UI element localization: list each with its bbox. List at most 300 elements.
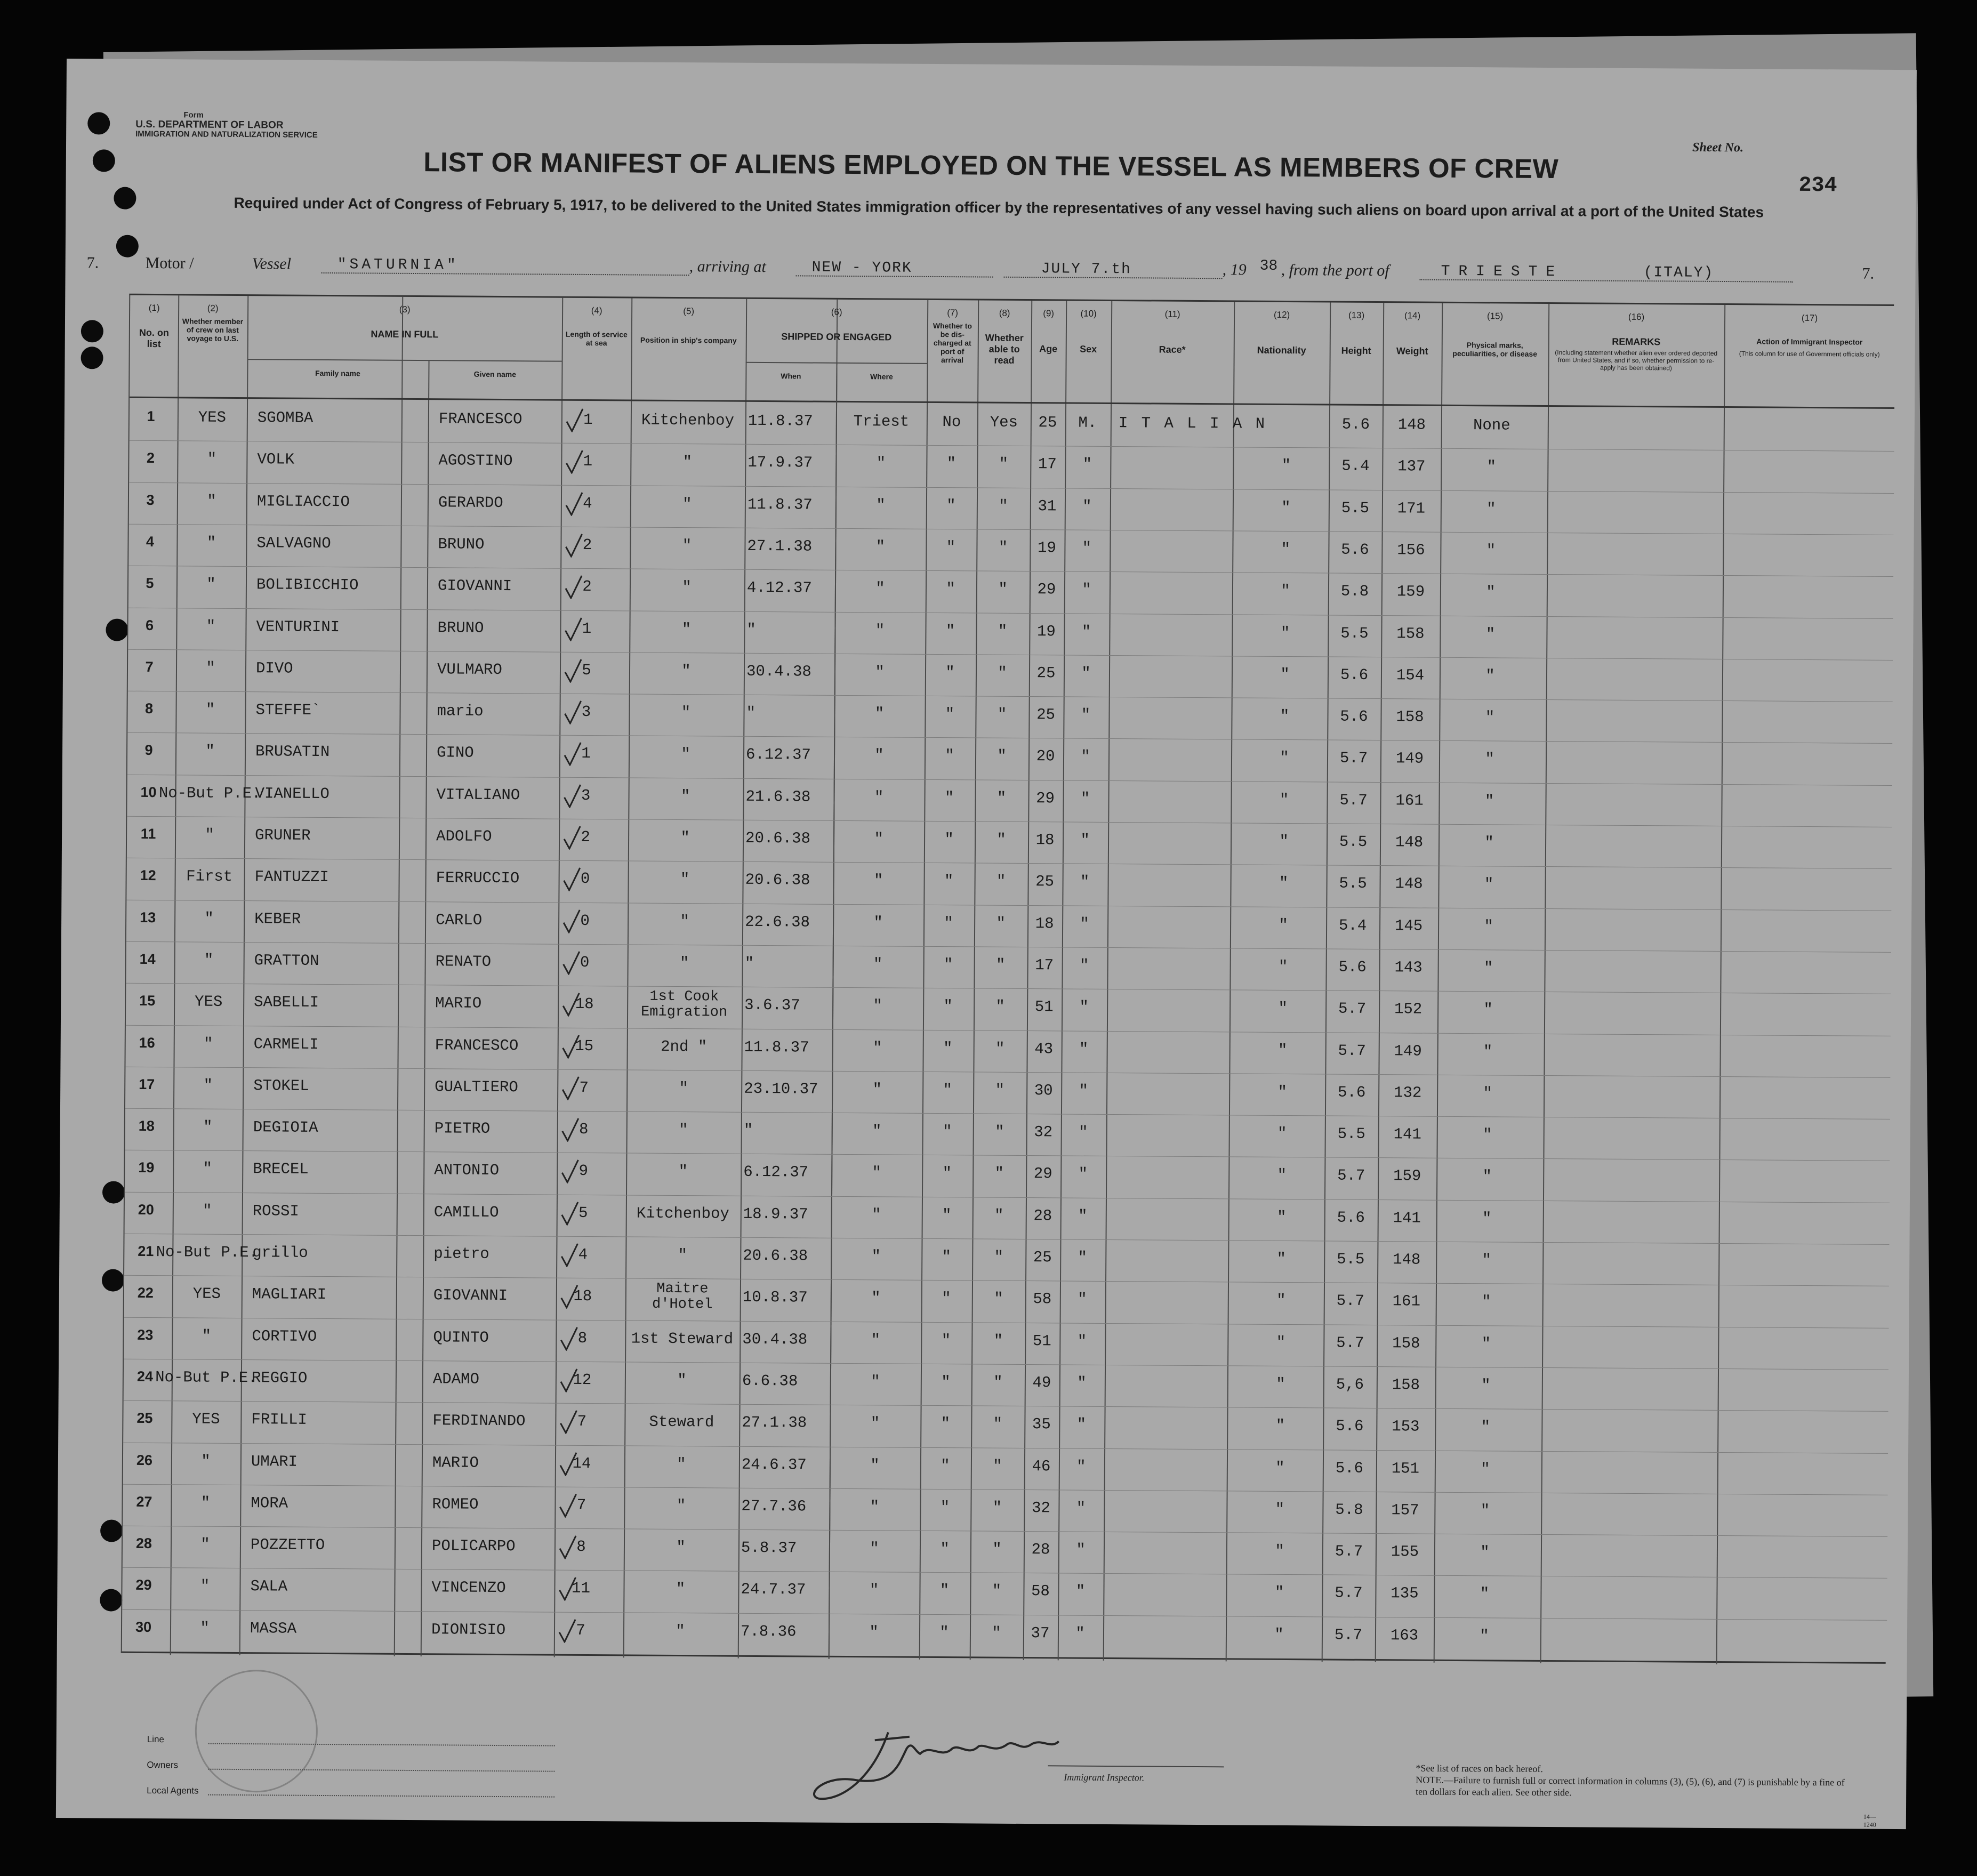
cell-no: 7	[145, 658, 154, 675]
cell-marks: "	[1481, 1418, 1491, 1436]
cell-weight: 159	[1393, 1167, 1421, 1185]
cell-discharged: "	[942, 1164, 952, 1182]
cell-nationality: "	[1278, 1000, 1288, 1018]
cell-discharged: "	[946, 496, 956, 514]
cell-weight: 152	[1394, 1000, 1423, 1018]
inspector-label: Immigrant Inspector.	[1064, 1772, 1145, 1783]
cell-family: UMARI	[251, 1452, 298, 1471]
manifest-sheet	[56, 59, 1917, 1829]
cell-service: 14	[572, 1454, 591, 1472]
cell-age: 18	[1035, 831, 1055, 849]
cell-where: "	[874, 830, 883, 848]
column-header-position: Position in ship's company	[640, 335, 737, 345]
cell-weight: 161	[1395, 791, 1424, 810]
cell-given: PIETRO	[434, 1120, 491, 1138]
cell-no: 19	[138, 1160, 155, 1176]
cell-weight: 148	[1395, 833, 1424, 851]
cell-age: 58	[1031, 1582, 1050, 1600]
cell-where: "	[875, 663, 885, 681]
cell-prev: YES	[198, 408, 227, 426]
document-subtitle: Required under Act of Congress of February 5, 1917, to be delivered to the United States immigration officer by the representatives of any vessel having such aliens on board upon arrival at a port of the United States	[234, 194, 1764, 221]
cell-height: 5.8	[1335, 1501, 1363, 1519]
cell-position: "	[681, 662, 691, 680]
cell-family: SALA	[250, 1577, 288, 1596]
cell-where: "	[870, 1540, 879, 1558]
cell-sex: "	[1078, 1207, 1088, 1225]
cell-where: "	[871, 1205, 881, 1224]
cell-height: 5.6	[1340, 707, 1368, 726]
cell-nationality: "	[1275, 1459, 1285, 1477]
cell-age: 58	[1033, 1290, 1052, 1308]
cell-nationality: "	[1280, 624, 1290, 642]
cell-weight: 157	[1391, 1501, 1419, 1519]
cell-read: "	[993, 1415, 1003, 1433]
cell-position: "	[678, 1163, 688, 1181]
cell-age: 28	[1031, 1541, 1050, 1559]
cell-marks: "	[1484, 792, 1494, 810]
cell-position: Steward	[649, 1413, 714, 1431]
cell-read: "	[992, 1499, 1002, 1517]
cell-nationality: "	[1274, 1584, 1284, 1602]
cell-family: GRATTON	[254, 952, 319, 970]
cell-age: 32	[1034, 1123, 1053, 1141]
column-number-height: (13)	[1348, 310, 1365, 320]
cell-position: "	[678, 1121, 688, 1139]
cell-when: "	[746, 704, 756, 722]
cell-age: 30	[1034, 1081, 1053, 1100]
cell-sex: "	[1078, 1165, 1088, 1183]
cell-height: 5.4	[1338, 916, 1367, 935]
cell-sex: "	[1076, 1415, 1087, 1434]
form-identifier: Form U.S. DEPARTMENT OF LABOR IMMIGRATION AND NATURALIZATION SERVICE	[135, 110, 318, 140]
document-title: LIST OR MANIFEST OF ALIENS EMPLOYED ON THE VESSEL AS MEMBERS OF CREW	[423, 147, 1559, 184]
cell-service: 2	[581, 828, 590, 847]
cell-height: 5.5	[1337, 1125, 1365, 1144]
column-number-weight: (14)	[1404, 310, 1421, 321]
column-number-length-of-service: (4)	[591, 305, 602, 316]
cell-position: 2nd "	[661, 1037, 708, 1056]
cell-height: 5.7	[1339, 750, 1368, 768]
cell-position: "	[676, 1622, 685, 1640]
cell-given: POLICARPO	[431, 1537, 516, 1556]
cell-sex: "	[1079, 1040, 1089, 1058]
sheet-number: 234	[1798, 173, 1837, 198]
cell-given: QUINTO	[433, 1328, 489, 1347]
cell-height: 5.7	[1338, 1000, 1367, 1018]
cell-weight: 145	[1394, 916, 1423, 935]
cell-weight: 158	[1392, 1334, 1420, 1352]
cell-discharged: "	[941, 1331, 951, 1349]
cell-prev: No-But P.E.	[156, 1243, 259, 1262]
official-stamp	[195, 1670, 318, 1793]
departure-country: (ITALY)	[1643, 264, 1714, 281]
cell-marks: "	[1482, 1126, 1492, 1144]
cell-height: 5.7	[1334, 1626, 1363, 1644]
cell-age: 49	[1032, 1374, 1051, 1392]
cell-nationality: "	[1279, 874, 1289, 892]
cell-prev: "	[203, 1035, 213, 1053]
cell-read: "	[992, 1540, 1002, 1558]
cell-read: "	[996, 831, 1006, 849]
cell-when: 7.8.36	[740, 1622, 797, 1641]
cell-position: "	[680, 912, 689, 930]
cell-family: SALVAGNO	[256, 534, 331, 552]
cell-service: 0	[580, 953, 590, 971]
cell-when: "	[744, 954, 754, 972]
vessel-line	[86, 251, 1899, 288]
cell-when: 3.6.37	[744, 996, 800, 1015]
cell-when: 20.6.38	[745, 871, 810, 889]
cell-discharged: "	[946, 580, 955, 598]
cell-no: 29	[135, 1577, 152, 1593]
cell-prev: "	[203, 1076, 213, 1094]
cell-age: 25	[1038, 414, 1057, 432]
cell-age: 29	[1037, 581, 1056, 599]
cell-service: 0	[580, 912, 590, 930]
cell-prev: "	[204, 909, 214, 928]
cell-discharged: "	[943, 1039, 953, 1057]
cell-given: ROMEO	[432, 1495, 479, 1513]
cell-given: CARLO	[436, 911, 483, 929]
cell-when: 27.1.38	[742, 1413, 807, 1432]
cell-height: 5.7	[1335, 1542, 1363, 1560]
cell-where: "	[869, 1581, 879, 1599]
cell-weight: 132	[1393, 1084, 1422, 1102]
cell-no: 2	[146, 450, 155, 466]
cell-marks: "	[1486, 583, 1496, 601]
cell-when: 6.6.38	[742, 1372, 798, 1390]
column-number-discharged: (7)	[947, 308, 959, 318]
cell-discharged: "	[944, 872, 954, 890]
cell-read: "	[993, 1373, 1003, 1391]
cell-prev: "	[207, 492, 216, 510]
owners-label: Owners	[147, 1759, 179, 1770]
cell-nationality: "	[1281, 540, 1291, 558]
cell-given: BRUNO	[437, 618, 484, 637]
subheader-name-in-full-0: Family name	[315, 368, 360, 378]
cell-given: DIONISIO	[431, 1620, 506, 1639]
line-label: Line	[147, 1734, 164, 1745]
cell-age: 25	[1036, 706, 1056, 724]
cell-no: 4	[146, 533, 155, 550]
column-number-nationality: (12)	[1273, 309, 1290, 320]
cell-weight: 148	[1397, 416, 1426, 434]
cell-read: "	[996, 789, 1007, 807]
cell-given: GIOVANNI	[433, 1286, 508, 1305]
cell-discharged: "	[941, 1373, 951, 1391]
cell-position: Kitchenboy	[636, 1204, 729, 1223]
cell-prev: "	[200, 1619, 210, 1637]
cell-nationality: "	[1280, 749, 1289, 767]
agents-label: Local Agents	[147, 1785, 199, 1796]
cell-marks: "	[1485, 667, 1495, 685]
cell-weight: 158	[1396, 708, 1424, 726]
cell-prev: "	[200, 1494, 211, 1512]
cell-position: "	[682, 495, 692, 513]
cell-discharged: "	[941, 1415, 951, 1433]
cell-weight: 135	[1391, 1584, 1419, 1603]
punch-hole	[81, 347, 103, 369]
column-number-able-to-read: (8)	[999, 308, 1010, 318]
cell-given: GERARDO	[438, 493, 503, 512]
cell-nationality: "	[1275, 1500, 1285, 1518]
column-header-list-no: No. on list	[139, 327, 169, 350]
cell-no: 13	[140, 909, 156, 925]
cell-weight: 161	[1392, 1292, 1421, 1310]
cell-family: GRUNER	[255, 826, 311, 844]
cell-given: FERDINANDO	[432, 1412, 526, 1430]
cell-weight: 158	[1396, 624, 1425, 643]
cell-discharged: "	[944, 788, 954, 807]
cell-given: ANTONIO	[434, 1161, 500, 1180]
cell-age: 25	[1035, 873, 1055, 891]
cell-age: 29	[1033, 1165, 1052, 1183]
cell-service: 9	[578, 1162, 589, 1180]
cell-where: "	[871, 1373, 880, 1391]
cell-no: 17	[139, 1076, 155, 1092]
cell-read: "	[999, 455, 1009, 473]
cell-weight: 153	[1392, 1418, 1420, 1436]
cell-service: 18	[575, 995, 594, 1013]
cell-weight: 155	[1391, 1543, 1419, 1561]
inspector-signature	[808, 1711, 1086, 1830]
cell-prev: YES	[192, 1285, 221, 1303]
cell-prev: "	[206, 659, 215, 677]
cell-position: Kitchenboy	[641, 411, 734, 430]
cell-read: "	[997, 747, 1007, 766]
cell-family: KEBER	[254, 909, 301, 928]
cell-prev: "	[205, 826, 214, 844]
cell-family: MASSA	[250, 1619, 297, 1638]
cell-marks: "	[1482, 1209, 1492, 1228]
cell-service: 5	[578, 1204, 588, 1222]
cell-read: "	[998, 538, 1008, 557]
cell-family: grillo	[252, 1244, 308, 1262]
cell-height: 5.7	[1338, 1042, 1366, 1060]
cell-family: MORA	[251, 1494, 288, 1512]
cell-prev: "	[204, 951, 214, 969]
cell-family: CORTIVO	[252, 1327, 317, 1346]
column-header-height: Height	[1341, 345, 1371, 356]
cell-given: MARIO	[435, 994, 482, 1012]
cell-prev: First	[186, 867, 233, 886]
cell-where: "	[876, 454, 886, 472]
cell-service: 11	[571, 1580, 590, 1598]
column-number-prev-voyage: (2)	[207, 303, 219, 313]
cell-service: 3	[581, 703, 591, 721]
cell-no: 28	[135, 1535, 152, 1552]
cell-service: 2	[582, 536, 592, 554]
cell-age: 17	[1038, 455, 1057, 473]
cell-given: BRUNO	[438, 535, 485, 553]
cell-where: "	[871, 1247, 881, 1266]
subheader-shipped-or-engaged-0: When	[781, 372, 801, 381]
cell-no: 9	[144, 742, 153, 759]
cell-family: VOLK	[257, 450, 295, 469]
cell-where: "	[875, 538, 886, 556]
year-prefix: , 19	[1222, 261, 1247, 279]
cell-no: 30	[135, 1619, 152, 1635]
cell-prev: No-But P.E.	[155, 1368, 258, 1387]
cell-sex: "	[1076, 1541, 1086, 1559]
cell-position: "	[676, 1496, 686, 1515]
subheader-name-in-full-1: Given name	[473, 369, 517, 379]
cell-discharged: "	[939, 1623, 949, 1641]
cell-read: "	[992, 1582, 1002, 1600]
cell-sex: "	[1082, 539, 1092, 557]
arrival-date: JULY 7.th	[1041, 261, 1131, 278]
cell-nationality: "	[1280, 665, 1290, 683]
cell-no: 16	[139, 1034, 155, 1051]
cell-age: 32	[1031, 1499, 1050, 1517]
cell-sex: "	[1081, 623, 1091, 641]
cell-weight: 137	[1397, 457, 1426, 476]
cell-where: "	[875, 621, 885, 639]
cell-family: FRILLI	[251, 1411, 307, 1429]
cell-no: 12	[140, 867, 156, 884]
cell-where: Triest	[853, 413, 910, 431]
arrival-port: NEW - YORK	[811, 259, 912, 277]
cell-sex: "	[1075, 1624, 1085, 1642]
cell-when: 20.6.38	[745, 829, 811, 848]
cell-family: POZZETTO	[250, 1536, 325, 1555]
cell-marks: "	[1484, 834, 1494, 852]
cell-given: CAMILLO	[433, 1203, 499, 1221]
cell-marks: "	[1486, 500, 1496, 518]
cell-position: "	[677, 1455, 686, 1473]
from-port-label: , from the port of	[1281, 261, 1389, 280]
cell-marks: None	[1473, 416, 1510, 434]
column-header-name-in-full: NAME IN FULL	[371, 328, 439, 340]
cell-where: "	[874, 788, 884, 807]
column-header-sex: Sex	[1080, 343, 1097, 355]
cell-service: 3	[581, 786, 591, 804]
cell-discharged: "	[940, 1498, 950, 1516]
cell-age: 25	[1033, 1249, 1052, 1267]
cell-when: 21.6.38	[745, 787, 811, 806]
column-header-remarks: REMARKS	[1612, 336, 1661, 348]
cell-marks: "	[1480, 1627, 1489, 1645]
cell-sex: "	[1082, 497, 1092, 516]
cell-weight: 143	[1394, 959, 1423, 977]
cell-when: 4.12.37	[746, 579, 812, 597]
cell-when: 5.8.37	[741, 1539, 797, 1557]
cell-marks: "	[1483, 1084, 1492, 1102]
cell-family: REGGIO	[251, 1369, 308, 1387]
cell-discharged: "	[946, 455, 957, 473]
punch-hole	[81, 320, 103, 342]
cell-service: 4	[583, 494, 592, 512]
cell-sex: "	[1082, 455, 1092, 474]
column-header-race: Race*	[1159, 344, 1186, 355]
cell-when: 23.10.37	[744, 1080, 818, 1098]
cell-position: "	[681, 745, 690, 763]
cell-read: "	[994, 1206, 1004, 1225]
cell-sex: "	[1076, 1458, 1086, 1476]
cell-age: 19	[1037, 539, 1056, 557]
cell-no: 14	[139, 951, 156, 967]
cell-no: 23	[137, 1326, 154, 1343]
cell-when: 11.8.37	[747, 495, 813, 514]
cell-given: FRANCESCO	[435, 1036, 519, 1054]
cell-discharged: "	[945, 663, 955, 681]
cell-height: 5.7	[1336, 1334, 1364, 1352]
column-number-remarks: (16)	[1628, 311, 1645, 323]
cell-height: 5.5	[1340, 624, 1369, 642]
cell-given: FRANCESCO	[438, 410, 523, 429]
cell-when: 11.8.37	[748, 412, 813, 430]
cell-when: 24.6.37	[741, 1455, 807, 1474]
column-number-sex: (10)	[1080, 308, 1097, 319]
cell-position: "	[679, 1079, 689, 1097]
cell-nationality: "	[1281, 582, 1290, 600]
cell-weight: 149	[1394, 1042, 1422, 1060]
cell-position: "	[676, 1580, 686, 1598]
cell-read: "	[994, 1290, 1003, 1308]
cell-sex: "	[1079, 1082, 1089, 1100]
cell-discharged: "	[942, 1123, 952, 1141]
cell-given: RENATO	[435, 953, 492, 971]
cell-service: 7	[576, 1496, 586, 1514]
cell-read: "	[996, 914, 1006, 932]
cell-age: 51	[1032, 1332, 1051, 1350]
cell-nationality: "	[1276, 1333, 1286, 1351]
cell-discharged: "	[942, 1206, 952, 1224]
cell-height: 5.5	[1339, 833, 1368, 851]
cell-sex: "	[1078, 1123, 1088, 1141]
cell-position: "	[679, 954, 689, 972]
cell-discharged: "	[943, 997, 953, 1016]
cell-service: 1	[581, 745, 591, 763]
cell-age: 17	[1035, 956, 1054, 975]
cell-read: "	[993, 1332, 1003, 1350]
cell-position: "	[677, 1371, 687, 1390]
cell-discharged: "	[943, 955, 953, 974]
cell-sex: "	[1075, 1583, 1086, 1601]
cell-weight: 154	[1396, 666, 1425, 685]
cell-read: "	[995, 997, 1005, 1016]
cell-given: ADOLFO	[436, 827, 492, 846]
cell-read: "	[999, 497, 1008, 515]
cell-read: "	[998, 622, 1008, 640]
column-number-name-in-full: (3)	[399, 304, 411, 315]
cell-weight: 151	[1391, 1459, 1420, 1478]
cell-prev: "	[205, 743, 215, 761]
cell-prev: "	[200, 1535, 210, 1553]
cell-read: "	[992, 1624, 1001, 1642]
cell-discharged: "	[945, 705, 955, 723]
cell-family: STEFFE`	[255, 701, 321, 720]
column-header-inspector-action: Action of Immigrant Inspector	[1756, 337, 1863, 347]
cell-where: "	[872, 1164, 882, 1182]
cell-family: BRUSATIN	[255, 743, 330, 761]
cell-position: 1st Steward	[631, 1330, 734, 1348]
cell-sex: "	[1077, 1374, 1087, 1392]
cell-service: 5	[582, 661, 591, 679]
motor-prefix: Motor /	[145, 254, 194, 272]
column-number-race: (11)	[1164, 309, 1180, 319]
cell-prev: YES	[194, 993, 223, 1011]
subheader-shipped-or-engaged-1: Where	[870, 372, 893, 381]
cell-height: 5.4	[1341, 457, 1370, 476]
cell-sex: "	[1080, 790, 1090, 808]
cell-nationality: "	[1276, 1292, 1286, 1310]
cell-where: "	[869, 1623, 879, 1641]
column-header-weight: Weight	[1396, 345, 1428, 357]
cell-service: 12	[573, 1371, 592, 1389]
cell-height: 5.5	[1337, 1250, 1365, 1268]
cell-service: 1	[582, 619, 592, 638]
